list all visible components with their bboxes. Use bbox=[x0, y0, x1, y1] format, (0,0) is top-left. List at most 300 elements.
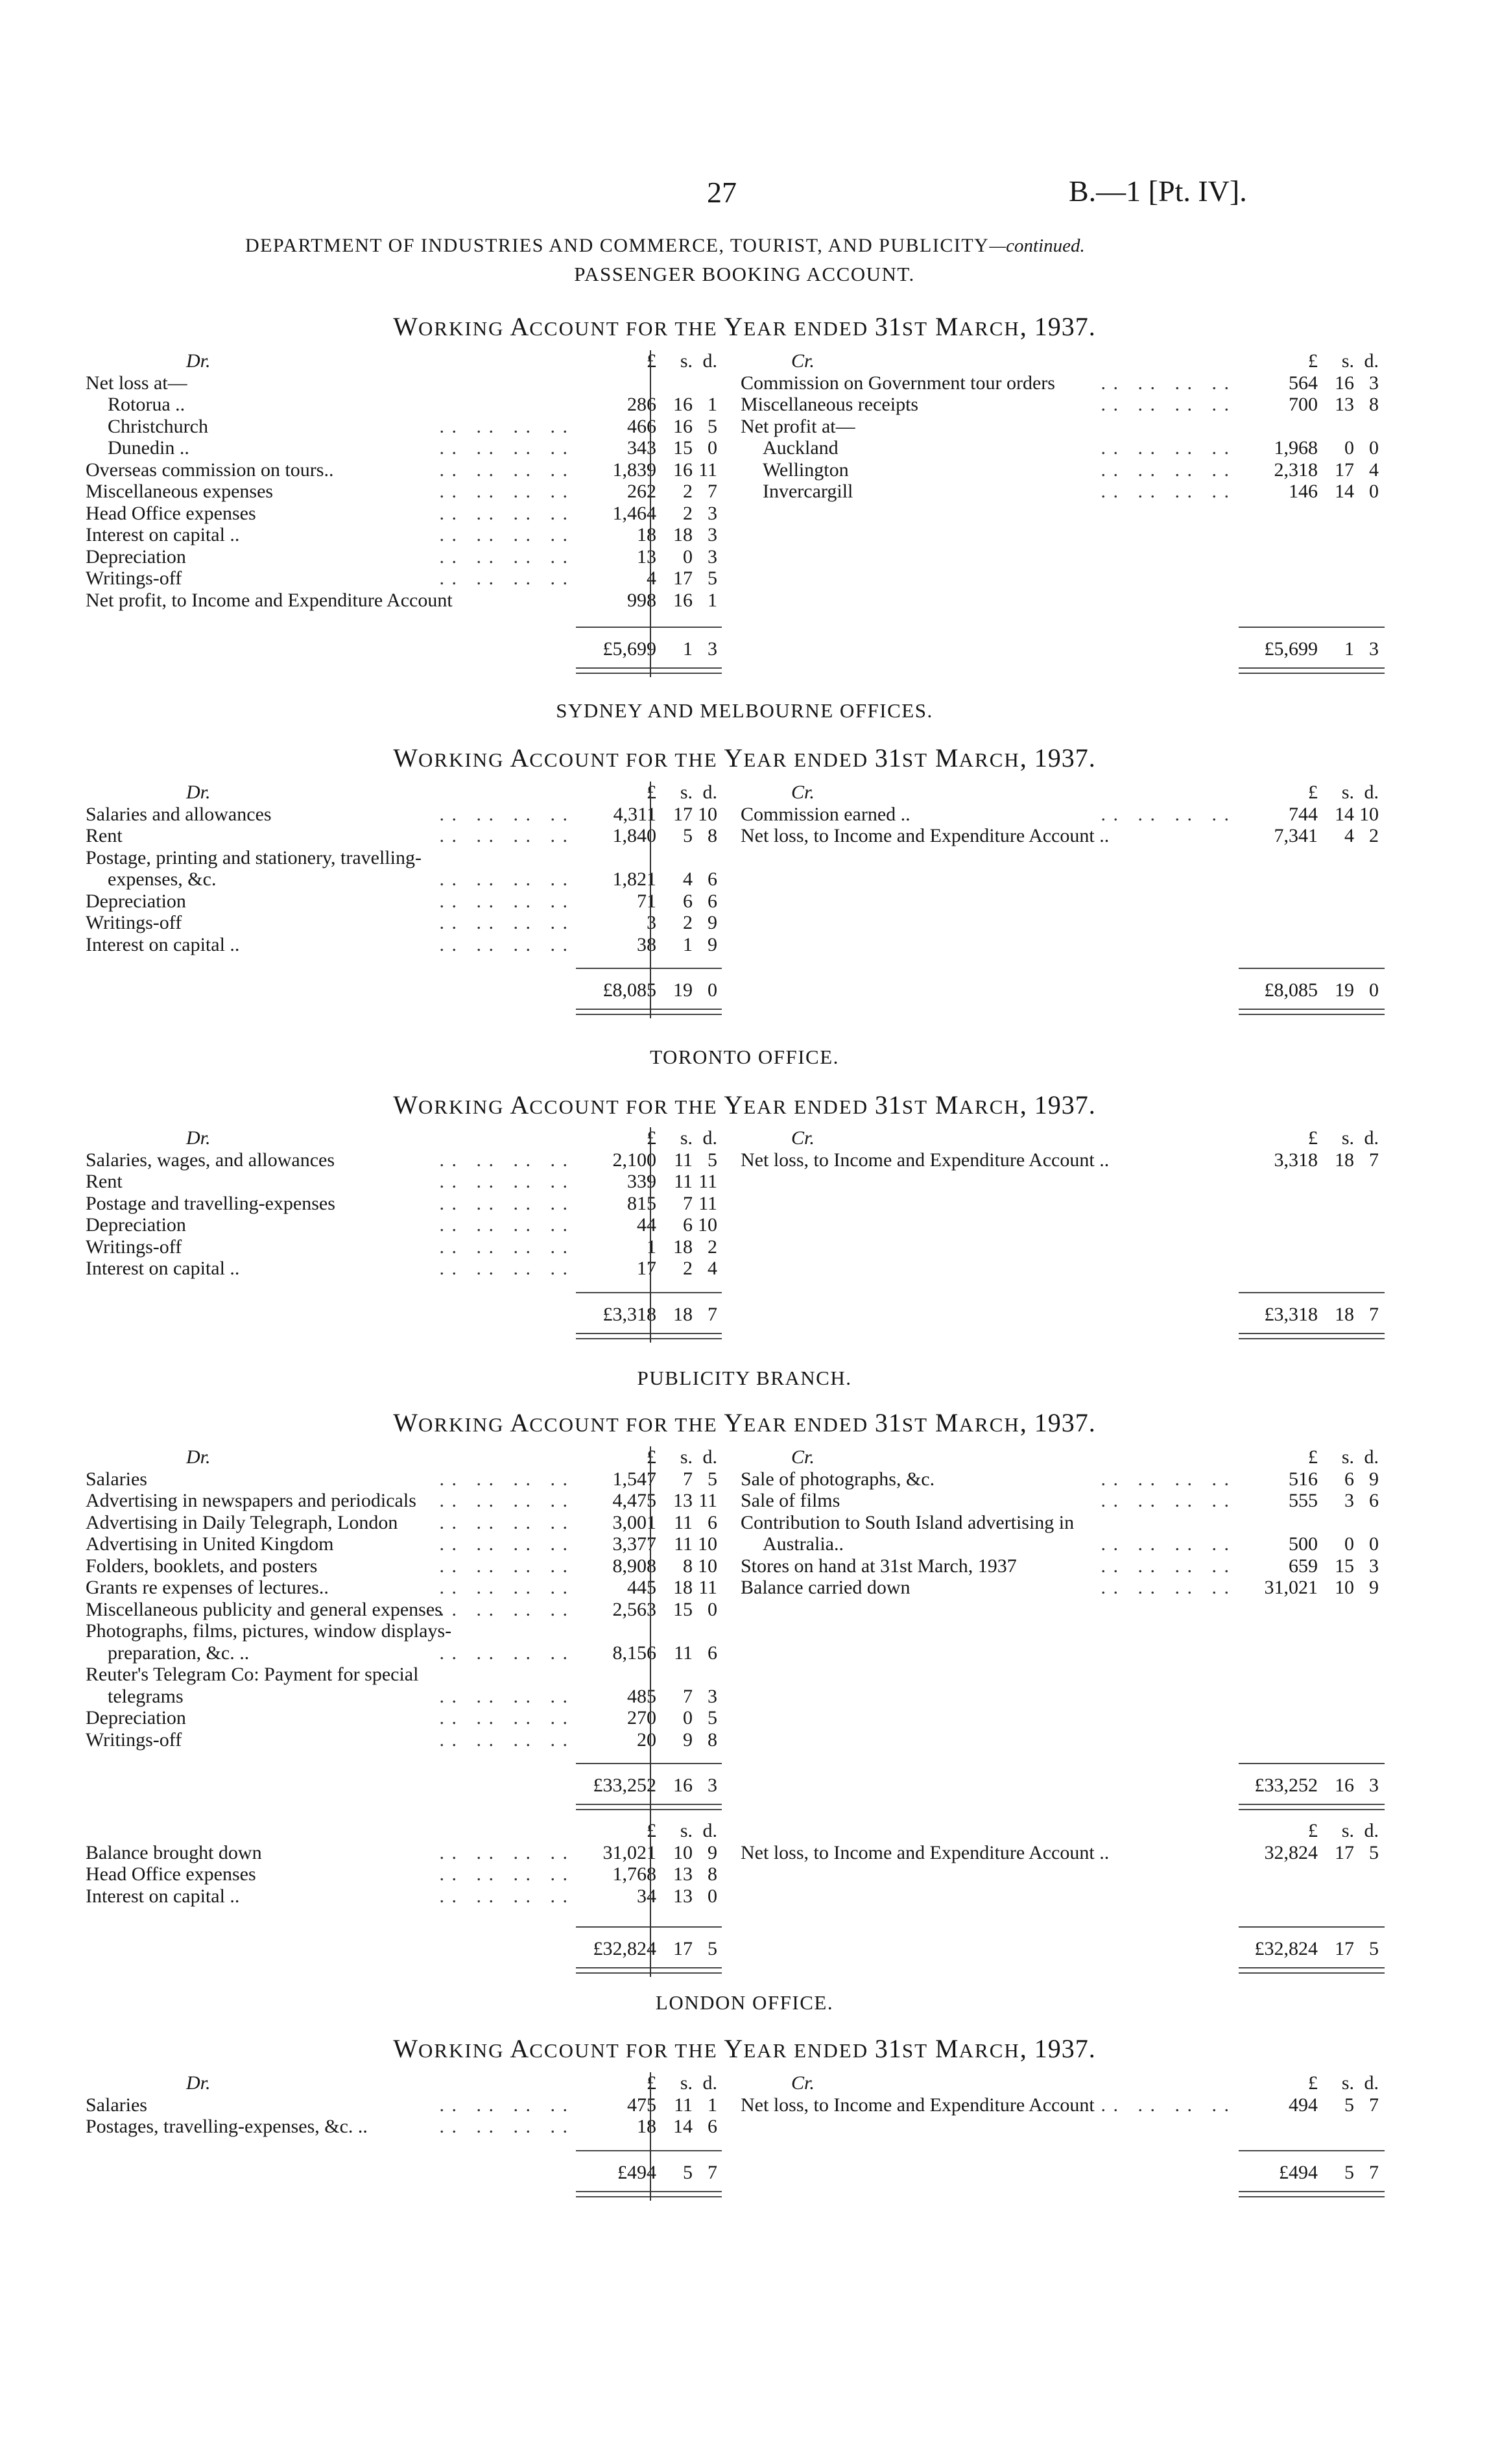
dr-side-label: Dr. bbox=[186, 782, 211, 803]
dr-entry-label: Head Office expenses bbox=[86, 1863, 256, 1885]
amount-pence: 3 bbox=[708, 1685, 717, 1707]
amount-pounds: £ bbox=[1308, 1820, 1318, 1841]
dr-entry-label: Grants re expenses of lectures.. bbox=[86, 1577, 329, 1598]
amount-pence: 3 bbox=[708, 545, 717, 568]
amount-shillings: 17 bbox=[1335, 1841, 1354, 1863]
amount-shillings: s. bbox=[1341, 782, 1354, 803]
caption-part: CCOUNT bbox=[529, 748, 620, 771]
amount-shillings: s. bbox=[1341, 350, 1354, 372]
dr-header-row bbox=[86, 782, 721, 804]
amount-shillings: 11 bbox=[674, 1533, 693, 1555]
caption-part: A bbox=[504, 1090, 530, 1119]
dr-entry-row bbox=[86, 868, 721, 891]
account-title: PASSENGER BOOKING ACCOUNT. bbox=[574, 263, 915, 285]
caption-part: 31 bbox=[874, 2034, 902, 2063]
cr-side-label: Cr. bbox=[791, 1446, 815, 1468]
amount-pence: d. bbox=[1364, 1446, 1379, 1468]
amount-pounds: £33,252 bbox=[1254, 1775, 1318, 1796]
amount-pence: 2 bbox=[708, 1236, 717, 1258]
caption-part: Y bbox=[724, 1090, 744, 1119]
working-account-caption bbox=[0, 743, 1489, 773]
dr-entry-label: Rotorua .. bbox=[108, 394, 185, 415]
amount-pence: 10 bbox=[698, 1533, 717, 1555]
amount-pounds: 3,318 bbox=[1274, 1149, 1318, 1171]
caption-part: EAR bbox=[743, 317, 788, 340]
dr-entry-label: Salaries bbox=[86, 1468, 147, 1490]
dr-entry-row bbox=[86, 1885, 721, 1908]
dr-entry-label: Photographs, films, pictures, window displays- bbox=[86, 1620, 452, 1642]
caption-part: , 1937. bbox=[1019, 312, 1096, 341]
dr-double-rule bbox=[576, 1333, 722, 1339]
dr-entry-row bbox=[86, 1863, 721, 1885]
amount-pence: 8 bbox=[1369, 394, 1379, 415]
dr-header-row bbox=[86, 1820, 721, 1842]
caption-part: M bbox=[928, 2034, 959, 2063]
caption-part: ORKING bbox=[418, 317, 505, 340]
leader-dots: . . . . . . . . bbox=[1101, 394, 1230, 415]
caption-part: Y bbox=[724, 2034, 744, 2063]
dr-entry-row bbox=[86, 1214, 721, 1236]
caption-part: Y bbox=[724, 743, 744, 772]
account-title: PUBLICITY BRANCH. bbox=[637, 1367, 852, 1389]
caption-part: CCOUNT bbox=[529, 1095, 620, 1118]
dr-entry-label: Postage, printing and stationery, travelling- bbox=[86, 846, 422, 868]
caption-part: ENDED bbox=[787, 2039, 875, 2062]
caption-part: ARCH bbox=[959, 1413, 1020, 1436]
cr-header-row bbox=[741, 1127, 1383, 1149]
amount-pounds: £494 bbox=[1279, 2161, 1318, 2183]
amount-shillings: 15 bbox=[1335, 1555, 1354, 1577]
amount-pence: 5 bbox=[708, 415, 717, 437]
amount-pence: d. bbox=[1364, 1820, 1379, 1841]
cr-double-rule bbox=[1239, 1804, 1385, 1810]
amount-shillings: 7 bbox=[683, 1192, 693, 1214]
dr-entry-row bbox=[86, 804, 721, 826]
caption-part: ST bbox=[901, 2039, 929, 2062]
amount-pence: 5 bbox=[708, 568, 717, 589]
amount-shillings: 16 bbox=[673, 589, 693, 611]
leader-dots: . . . . . . . . bbox=[439, 1258, 569, 1279]
cr-entry-label: Commission earned .. bbox=[741, 803, 911, 825]
leader-dots: . . . . . . . . bbox=[439, 524, 569, 545]
dr-double-rule bbox=[576, 2191, 722, 2197]
caption-part: W bbox=[393, 743, 418, 772]
amount-pence: d. bbox=[702, 350, 717, 372]
amount-shillings: 1 bbox=[683, 638, 693, 660]
amount-pence: 0 bbox=[1369, 437, 1379, 459]
amount-shillings: 8 bbox=[683, 1555, 693, 1577]
amount-pence: 3 bbox=[708, 1775, 717, 1796]
amount-shillings: 16 bbox=[1335, 1775, 1354, 1796]
amount-pounds: 1,840 bbox=[612, 825, 656, 846]
caption-part: A bbox=[504, 312, 530, 341]
cr-entry-row bbox=[741, 1533, 1383, 1555]
cr-sum-line bbox=[1239, 1763, 1385, 1764]
dr-total-row bbox=[86, 979, 721, 1001]
dr-entry-row bbox=[86, 372, 721, 394]
leader-dots: . . . . . . . . bbox=[439, 1533, 569, 1555]
amount-pounds: 8,908 bbox=[612, 1555, 656, 1577]
amount-pence: d. bbox=[702, 1446, 717, 1468]
cr-entry-label: Net loss, to Income and Expenditure Account .. bbox=[741, 1841, 1110, 1863]
cr-entry-label: Commission on Government tour orders bbox=[741, 372, 1055, 394]
amount-pounds: 516 bbox=[1289, 1468, 1318, 1490]
amount-shillings: 13 bbox=[673, 1885, 693, 1907]
dr-entry-label: Interest on capital .. bbox=[86, 933, 240, 955]
dr-sum-line bbox=[576, 968, 722, 969]
amount-pence: 3 bbox=[708, 638, 717, 660]
dr-entry-row bbox=[86, 1533, 721, 1555]
dr-sum-line bbox=[576, 1292, 722, 1293]
leader-dots: . . . . . . . . bbox=[439, 890, 569, 912]
caption-part: 31 bbox=[874, 312, 902, 341]
leader-dots: . . . . . . . . bbox=[1101, 437, 1230, 459]
dr-entry-row bbox=[86, 1664, 721, 1686]
amount-pence: 4 bbox=[708, 1258, 717, 1279]
amount-shillings: 11 bbox=[674, 1511, 693, 1533]
amount-pounds: 3,377 bbox=[612, 1533, 656, 1555]
leader-dots: . . . . . . . . bbox=[439, 1685, 569, 1707]
amount-pence: 3 bbox=[1369, 1555, 1379, 1577]
caption-part: EAR bbox=[743, 2039, 788, 2062]
amount-pence: 6 bbox=[708, 1511, 717, 1533]
cr-side-label: Cr. bbox=[791, 2072, 815, 2094]
leader-dots: . . . . . . . . bbox=[439, 437, 569, 459]
dr-sum-line bbox=[576, 2150, 722, 2151]
amount-shillings: 16 bbox=[673, 415, 693, 437]
dr-entry-row bbox=[86, 1642, 721, 1664]
amount-pounds: 20 bbox=[637, 1728, 656, 1751]
amount-shillings: 5 bbox=[683, 825, 693, 846]
cr-sum-line bbox=[1239, 627, 1385, 628]
amount-pounds: 700 bbox=[1289, 394, 1318, 415]
cr-entry-label: Wellington bbox=[763, 459, 849, 481]
amount-shillings: 10 bbox=[1335, 1577, 1354, 1598]
amount-pounds: £494 bbox=[617, 2161, 656, 2183]
dr-entry-label: Folders, booklets, and posters bbox=[86, 1555, 318, 1577]
leader-dots: . . . . . . . . bbox=[439, 1468, 569, 1490]
amount-shillings: s. bbox=[1341, 2072, 1354, 2094]
cr-entry-label: Sale of films bbox=[741, 1490, 840, 1511]
cr-header-row bbox=[741, 782, 1383, 804]
amount-shillings: 16 bbox=[673, 394, 693, 415]
cr-total-row bbox=[741, 2162, 1383, 2184]
leader-dots: . . . . . . . . bbox=[439, 1171, 569, 1192]
amount-pounds: 38 bbox=[637, 933, 656, 955]
page-number: 27 bbox=[707, 176, 737, 209]
leader-dots: . . . . . . . . bbox=[439, 912, 569, 933]
leader-dots: . . . . . . . . bbox=[439, 825, 569, 846]
account-title: TORONTO OFFICE. bbox=[650, 1046, 839, 1068]
cr-entry-label: Net loss, to Income and Expenditure Account bbox=[741, 2094, 1095, 2116]
dr-entry-row bbox=[86, 1236, 721, 1258]
amount-pence: d. bbox=[1364, 782, 1379, 803]
amount-shillings: 16 bbox=[673, 459, 693, 481]
cr-entry-label: Net loss, to Income and Expenditure Account .. bbox=[741, 1149, 1110, 1171]
dr-entry-label: Overseas commission on tours.. bbox=[86, 459, 334, 481]
amount-pounds: £8,085 bbox=[1264, 979, 1318, 1001]
dr-sum-line bbox=[576, 1763, 722, 1764]
dr-side-label: Dr. bbox=[186, 2072, 211, 2094]
amount-pounds: £5,699 bbox=[602, 638, 656, 660]
dr-entry-row bbox=[86, 847, 721, 869]
dr-sum-line bbox=[576, 627, 722, 628]
leader-dots: . . . . . . . . bbox=[439, 481, 569, 502]
dr-entry-row bbox=[86, 1512, 721, 1534]
caption-part: EAR bbox=[743, 1095, 788, 1118]
leader-dots: . . . . . . . . bbox=[1101, 1533, 1230, 1555]
dr-side-label: Dr. bbox=[186, 350, 211, 372]
amount-pence: 7 bbox=[708, 1303, 717, 1325]
amount-pence: 2 bbox=[1369, 825, 1379, 846]
amount-pounds: 3 bbox=[647, 912, 656, 933]
amount-pence: 8 bbox=[708, 1863, 717, 1885]
amount-shillings: 16 bbox=[673, 1775, 693, 1796]
dr-entry-row bbox=[86, 1842, 721, 1864]
amount-pounds: 815 bbox=[627, 1192, 656, 1214]
dr-entry-label: preparation, &c. .. bbox=[108, 1642, 250, 1664]
dr-header-row bbox=[86, 1127, 721, 1149]
amount-shillings: s. bbox=[680, 1127, 693, 1149]
leader-dots: . . . . . . . . bbox=[439, 545, 569, 568]
caption-part: ENDED bbox=[787, 317, 875, 340]
cr-double-rule bbox=[1239, 2191, 1385, 2197]
amount-pence: 9 bbox=[1369, 1577, 1379, 1598]
amount-pence: 0 bbox=[708, 1598, 717, 1620]
amount-pounds: 7,341 bbox=[1274, 825, 1318, 846]
amount-shillings: 11 bbox=[674, 2094, 693, 2116]
dr-entry-row bbox=[86, 459, 721, 481]
leader-dots: . . . . . . . . bbox=[439, 415, 569, 437]
caption-part: 31 bbox=[874, 743, 902, 772]
caption-part: ENDED bbox=[787, 748, 875, 771]
amount-pounds: 8,156 bbox=[612, 1642, 656, 1664]
caption-part: FOR THE bbox=[619, 1095, 724, 1118]
amount-pounds: 466 bbox=[627, 415, 656, 437]
amount-pence: 9 bbox=[708, 912, 717, 933]
leader-dots: . . . . . . . . bbox=[1101, 1468, 1230, 1490]
caption-part: ARCH bbox=[959, 317, 1020, 340]
leader-dots: . . . . . . . . bbox=[439, 1214, 569, 1236]
working-account-caption bbox=[0, 311, 1489, 342]
amount-pence: 5 bbox=[708, 1468, 717, 1490]
leader-dots: . . . . . . . . bbox=[439, 1555, 569, 1577]
leader-dots: . . . . . . . . bbox=[1101, 1555, 1230, 1577]
caption-part: ENDED bbox=[787, 1095, 875, 1118]
cr-total-row bbox=[741, 1775, 1383, 1797]
account-title: SYDNEY AND MELBOURNE OFFICES. bbox=[556, 699, 933, 722]
cr-header-row bbox=[741, 1820, 1383, 1842]
dr-entry-row bbox=[86, 503, 721, 525]
dr-entry-label: Interest on capital .. bbox=[86, 524, 240, 545]
cr-entry-label: Balance carried down bbox=[741, 1577, 911, 1598]
dr-double-rule bbox=[576, 667, 722, 674]
caption-part: , 1937. bbox=[1019, 1090, 1096, 1119]
cr-entry-row bbox=[741, 804, 1383, 826]
amount-pounds: £ bbox=[647, 2072, 656, 2094]
dr-entry-row bbox=[86, 590, 721, 612]
leader-dots: . . . . . . . . bbox=[439, 1707, 569, 1728]
dr-entry-label: Rent bbox=[86, 1171, 123, 1192]
cr-entry-label: Stores on hand at 31st March, 1937 bbox=[741, 1555, 1017, 1577]
dr-entry-label: Interest on capital .. bbox=[86, 1258, 240, 1279]
caption-part: ENDED bbox=[787, 1413, 875, 1436]
amount-pounds: 31,021 bbox=[602, 1841, 656, 1863]
cr-side-label: Cr. bbox=[791, 1127, 815, 1149]
amount-shillings: 4 bbox=[1344, 825, 1354, 846]
amount-pence: d. bbox=[1364, 350, 1379, 372]
dr-entry-row bbox=[86, 1490, 721, 1512]
amount-pence: 5 bbox=[708, 1938, 717, 1959]
amount-pence: 0 bbox=[1369, 1533, 1379, 1555]
caption-part: Y bbox=[724, 1408, 744, 1437]
leader-dots: . . . . . . . . bbox=[439, 2116, 569, 2137]
amount-pence: d. bbox=[702, 2072, 717, 2094]
cr-entry-label: Auckland bbox=[763, 437, 839, 459]
cr-entry-row bbox=[741, 459, 1383, 481]
amount-pence: 9 bbox=[708, 933, 717, 955]
caption-part: ORKING bbox=[418, 748, 505, 771]
dr-header-row bbox=[86, 2072, 721, 2094]
dr-entry-row bbox=[86, 437, 721, 459]
dr-entry-row bbox=[86, 1258, 721, 1280]
cr-entry-label: Invercargill bbox=[763, 481, 853, 502]
amount-shillings: 17 bbox=[673, 1938, 693, 1959]
amount-shillings: 18 bbox=[673, 524, 693, 545]
caption-part: ORKING bbox=[418, 2039, 505, 2062]
amount-shillings: 6 bbox=[1344, 1468, 1354, 1490]
leader-dots: . . . . . . . . bbox=[439, 1149, 569, 1171]
cr-entry-label: Sale of photographs, &c. bbox=[741, 1468, 935, 1490]
amount-pounds: 1 bbox=[647, 1236, 656, 1258]
amount-shillings: 11 bbox=[674, 1642, 693, 1664]
cr-entry-label: Net loss, to Income and Expenditure Account .. bbox=[741, 825, 1110, 846]
amount-pounds: 1,839 bbox=[612, 459, 656, 481]
amount-shillings: 10 bbox=[673, 1841, 693, 1863]
amount-pence: 7 bbox=[708, 481, 717, 502]
amount-shillings: 0 bbox=[1344, 437, 1354, 459]
dr-double-rule bbox=[576, 1009, 722, 1015]
amount-pounds: 18 bbox=[637, 2116, 656, 2137]
amount-pounds: 485 bbox=[627, 1685, 656, 1707]
cr-header-row bbox=[741, 2072, 1383, 2094]
caption-part: ORKING bbox=[418, 1413, 505, 1436]
amount-pence: 3 bbox=[708, 502, 717, 524]
caption-part: , 1937. bbox=[1019, 1408, 1096, 1437]
amount-pounds: 2,563 bbox=[612, 1598, 656, 1620]
dr-entry-row bbox=[86, 546, 721, 568]
dr-side-label: Dr. bbox=[186, 1127, 211, 1149]
amount-pounds: 339 bbox=[627, 1171, 656, 1192]
amount-pounds: 1,821 bbox=[612, 868, 656, 890]
leader-dots: . . . . . . . . bbox=[439, 1236, 569, 1258]
amount-shillings: 9 bbox=[683, 1728, 693, 1751]
amount-shillings: 0 bbox=[683, 545, 693, 568]
amount-pounds: 500 bbox=[1289, 1533, 1318, 1555]
cr-entry-row bbox=[741, 372, 1383, 394]
dr-total-row bbox=[86, 2162, 721, 2184]
cr-sum-line bbox=[1239, 1926, 1385, 1928]
cr-double-rule bbox=[1239, 1009, 1385, 1015]
amount-shillings: 3 bbox=[1344, 1490, 1354, 1511]
cr-total-row bbox=[741, 1304, 1383, 1326]
dr-header-row bbox=[86, 350, 721, 372]
caption-part: FOR THE bbox=[619, 748, 724, 771]
amount-pounds: 146 bbox=[1289, 481, 1318, 502]
cr-double-rule bbox=[1239, 1333, 1385, 1339]
amount-shillings: 16 bbox=[1335, 372, 1354, 394]
amount-pounds: 13 bbox=[637, 545, 656, 568]
amount-shillings: 19 bbox=[1335, 979, 1354, 1001]
amount-shillings: 14 bbox=[1335, 481, 1354, 502]
dr-entry-label: Advertising in United Kingdom bbox=[86, 1533, 334, 1555]
cr-entry-row bbox=[741, 2094, 1383, 2116]
amount-pence: 6 bbox=[708, 2116, 717, 2137]
amount-pence: 3 bbox=[1369, 1775, 1379, 1796]
amount-shillings: 5 bbox=[683, 2161, 693, 2183]
amount-pence: 11 bbox=[698, 1577, 717, 1598]
caption-part: A bbox=[504, 2034, 530, 2063]
amount-pounds: 262 bbox=[627, 481, 656, 502]
amount-pence: 7 bbox=[708, 2161, 717, 2183]
center-divider bbox=[650, 2072, 651, 2201]
dr-entry-label: Depreciation bbox=[86, 545, 186, 568]
amount-shillings: 17 bbox=[673, 568, 693, 589]
caption-part: FOR THE bbox=[619, 317, 724, 340]
amount-pence: 3 bbox=[1369, 638, 1379, 660]
caption-part: CCOUNT bbox=[529, 1413, 620, 1436]
leader-dots: . . . . . . . . bbox=[439, 1511, 569, 1533]
leader-dots: . . . . . . . . bbox=[439, 502, 569, 524]
amount-shillings: 6 bbox=[683, 1214, 693, 1236]
dr-entry-label: Net profit, to Income and Expenditure Account bbox=[86, 589, 453, 611]
caption-part: ARCH bbox=[959, 748, 1020, 771]
amount-shillings: s. bbox=[1341, 1127, 1354, 1149]
caption-part: ST bbox=[901, 1095, 929, 1118]
amount-shillings: 4 bbox=[683, 868, 693, 890]
dr-side-label: Dr. bbox=[186, 1446, 211, 1468]
leader-dots: . . . . . . . . bbox=[439, 1642, 569, 1664]
amount-pounds: 17 bbox=[637, 1258, 656, 1279]
leader-dots: . . . . . . . . bbox=[1101, 1490, 1230, 1511]
dr-entry-label: Net loss at— bbox=[86, 372, 187, 394]
dr-total-row bbox=[86, 1938, 721, 1960]
amount-pence: 9 bbox=[708, 1841, 717, 1863]
amount-pence: 10 bbox=[698, 1214, 717, 1236]
amount-pence: 11 bbox=[698, 1192, 717, 1214]
amount-pence: 7 bbox=[1369, 1149, 1379, 1171]
cr-entry-label: Net profit at— bbox=[741, 415, 855, 437]
amount-pence: 10 bbox=[698, 803, 717, 825]
amount-pence: 1 bbox=[708, 2094, 717, 2116]
cr-entry-label: Contribution to South Island advertising in bbox=[741, 1511, 1075, 1533]
account-title: LONDON OFFICE. bbox=[655, 1991, 834, 2014]
caption-part: , 1937. bbox=[1019, 743, 1096, 772]
center-divider bbox=[650, 782, 651, 1018]
dr-entry-label: Writings-off bbox=[86, 1236, 182, 1258]
working-account-caption bbox=[0, 1407, 1489, 1438]
amount-pounds: 286 bbox=[627, 394, 656, 415]
caption-part: W bbox=[393, 1090, 418, 1119]
amount-pounds: 998 bbox=[627, 589, 656, 611]
amount-pounds: £ bbox=[647, 1446, 656, 1468]
amount-pounds: 71 bbox=[637, 890, 656, 912]
amount-pence: 0 bbox=[708, 1885, 717, 1907]
cr-header-row bbox=[741, 350, 1383, 372]
document-reference: B.—1 [Pt. IV]. bbox=[1069, 174, 1247, 208]
working-account-caption bbox=[0, 2033, 1489, 2064]
dr-entry-row bbox=[86, 1171, 721, 1193]
